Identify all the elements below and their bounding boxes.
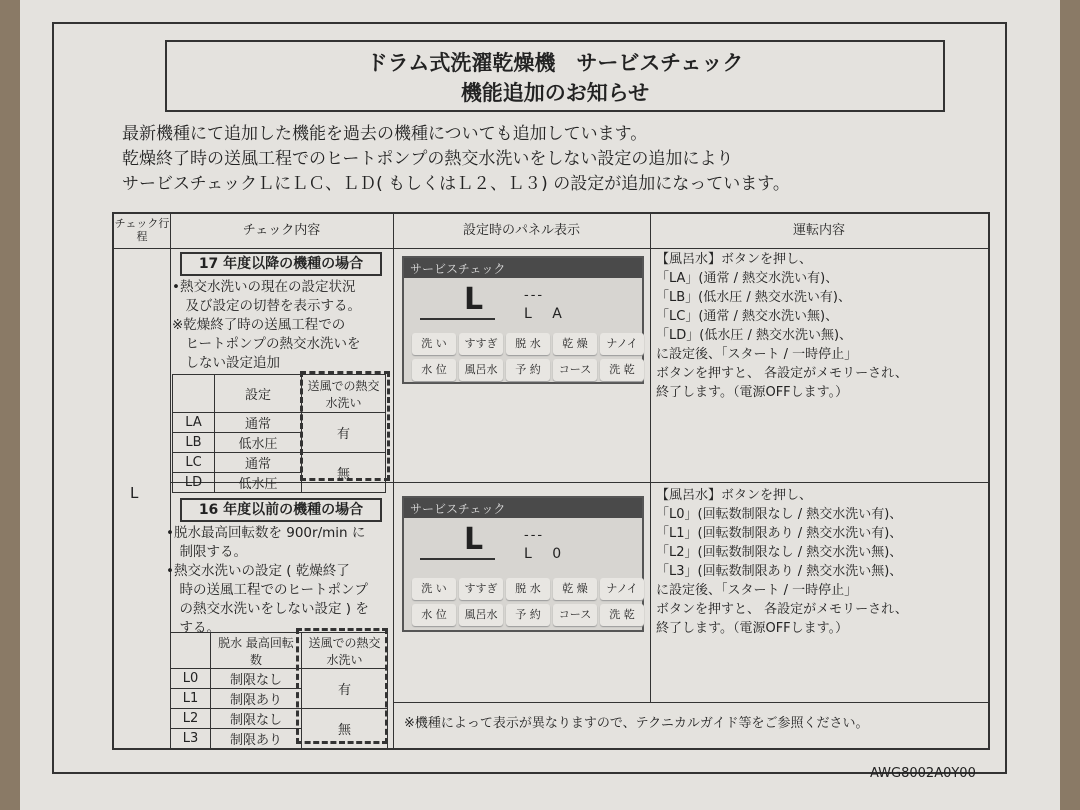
old-models-description: •脱水最高回転数を 900r/min に 制限する。 •熱交水洗いの設定 ( 乾燥終了 時の送風工程でのヒートポンプ の熱交水洗いをしない設定 ) を する。 bbox=[166, 525, 369, 636]
intro-line: 最新機種にて追加した機能を過去の機種についても追加しています。 bbox=[122, 124, 648, 144]
highlight-dashed-box bbox=[300, 371, 390, 481]
footnote: ※機種によって表示が異なりますので、テクニカルガイド等をご参照ください。 bbox=[404, 716, 869, 731]
intro-line: 乾燥終了時の送風工程でのヒートポンプの熱交水洗いをしない設定の追加により bbox=[122, 149, 734, 169]
old-operation-text: 【風呂水】ボタンを押し、 「L0」(回転数制限なし / 熱交水洗い有)、 「L1」(回転数制限あり / 熱交水洗い有)、 「L2」(回転数制限なし / 熱交水洗い無)、 「L3」(回転数制限あり / 熱交水洗い無)、 に設定後、「スタート / 一時停止」 ボタンを押すと、 各設定がメモリーされ、 終了します。（電源OFFします。） bbox=[656, 488, 908, 636]
title-line-1: ドラム式洗濯乾燥機 サービスチェック bbox=[366, 51, 744, 75]
process-label: L bbox=[130, 484, 139, 502]
old-settings-table: 脱水 最高回転数 送風での熱交水洗い L0 制限なし 有 L1 制限あり L2 制限なし 無 L3 制限あり bbox=[170, 632, 388, 749]
panel-display-new: サービスチェック L --- L A 洗 い すすぎ 脱 水 乾 燥 ナノイ 水 位 風呂水 予 約 コース 洗 乾 bbox=[402, 256, 644, 384]
new-settings-table: 設定 送風での熱交水洗い LA 通常 有 LB 低水圧 LC 通常 無 LD 低水圧 bbox=[172, 374, 386, 493]
document-code: AWG8002A0Y00 bbox=[870, 766, 976, 781]
panel-display-old: サービスチェック L --- L 0 洗 い すすぎ 脱 水 乾 燥 ナノイ 水 位 風呂水 予 約 コース 洗 乾 bbox=[402, 496, 644, 632]
new-models-description: •熱交水洗いの現在の設定状況 及び設定の切替を表示する。 ※乾燥終了時の送風工程での ヒートポンプの熱交水洗いを しない設定追加 bbox=[172, 279, 361, 371]
title-box bbox=[165, 40, 945, 112]
title-line-2: 機能追加のお知らせ bbox=[460, 81, 650, 105]
service-check-table bbox=[112, 212, 990, 750]
old-models-heading: 16 年度以前の機種の場合 bbox=[180, 498, 382, 522]
intro-line: サービスチェックＬにＬＣ、ＬＤ( もしくはＬ２、Ｌ３) の設定が追加になっています。 bbox=[122, 174, 790, 194]
new-operation-text: 【風呂水】ボタンを押し、 「LA」(通常 / 熱交水洗い有)、 「LB」(低水圧 / 熱交水洗い有)、 「LC」(通常 / 熱交水洗い無)、 「LD」(低水圧 / 熱交水洗い無)、 に設定後、「スタート / 一時停止」 ボタンを押すと、 各設定がメモリーされ、 終了します。（電源OFFします。） bbox=[656, 252, 908, 400]
header-panel: 設定時のパネル表示 bbox=[462, 223, 580, 238]
intro-text bbox=[122, 122, 790, 197]
header-operation: 運転内容 bbox=[792, 223, 845, 238]
highlight-dashed-box bbox=[296, 628, 388, 744]
new-models-heading: 17 年度以降の機種の場合 bbox=[180, 252, 382, 276]
header-process: チェック行程 bbox=[114, 217, 170, 243]
header-content: チェック内容 bbox=[242, 223, 321, 238]
